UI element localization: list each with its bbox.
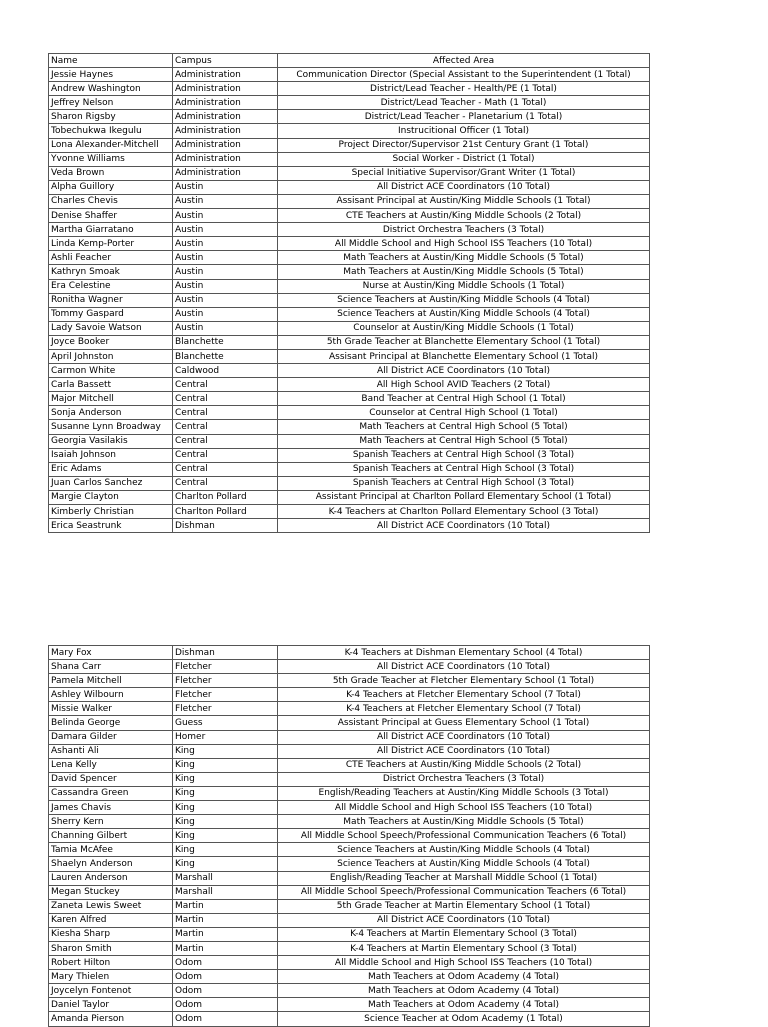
affected-area-cell: All Middle School Speech/Professional Communication Teachers (6 Total) xyxy=(278,885,650,899)
affected-area-cell: District Orchestra Teachers (3 Total) xyxy=(278,223,650,237)
campus-cell: Austin xyxy=(173,209,278,223)
table-row xyxy=(49,96,650,110)
affected-area-cell: Assistant Principal at Guess Elementary School (1 Total) xyxy=(278,716,650,730)
name-cell: Lauren Anderson xyxy=(49,871,173,885)
affected-area-cell: All District ACE Coordinators (10 Total) xyxy=(278,660,650,674)
table-row xyxy=(49,801,650,815)
name-cell: Ashanti Ali xyxy=(49,744,173,758)
affected-area-cell: All District ACE Coordinators (10 Total) xyxy=(278,744,650,758)
campus-cell: Charlton Pollard xyxy=(173,490,278,504)
campus-cell: Central xyxy=(173,448,278,462)
name-cell: Damara Gilder xyxy=(49,730,173,744)
name-cell: Era Celestine xyxy=(49,279,173,293)
table-row xyxy=(49,152,650,166)
table-row xyxy=(49,82,650,96)
campus-cell: Guess xyxy=(173,716,278,730)
table-row xyxy=(49,519,650,533)
campus-cell: Odom xyxy=(173,970,278,984)
name-cell: Sherry Kern xyxy=(49,815,173,829)
table-row xyxy=(49,660,650,674)
name-cell: Carmon White xyxy=(49,364,173,378)
affected-area-cell: Special Initiative Supervisor/Grant Writer (1 Total) xyxy=(278,166,650,180)
table-row xyxy=(49,815,650,829)
name-cell: Martha Giarratano xyxy=(49,223,173,237)
header-row xyxy=(49,54,650,68)
table-row xyxy=(49,998,650,1012)
affected-area-cell: CTE Teachers at Austin/King Middle Schools (2 Total) xyxy=(278,209,650,223)
name-cell: Sonja Anderson xyxy=(49,406,173,420)
name-cell: Sharon Smith xyxy=(49,941,173,955)
campus-cell: Central xyxy=(173,462,278,476)
table-row xyxy=(49,462,650,476)
name-cell: Channing Gilbert xyxy=(49,829,173,843)
affected-area-cell: Spanish Teachers at Central High School (3 Total) xyxy=(278,476,650,490)
campus-cell: Administration xyxy=(173,96,278,110)
table-row xyxy=(49,223,650,237)
name-cell: Tamia McAfee xyxy=(49,843,173,857)
campus-cell: Austin xyxy=(173,279,278,293)
affected-area-cell: All District ACE Coordinators (10 Total) xyxy=(278,913,650,927)
campus-cell: Austin xyxy=(173,237,278,251)
name-cell: Ashley Wilbourn xyxy=(49,688,173,702)
name-cell: David Spencer xyxy=(49,772,173,786)
name-cell: Tobechukwa Ikegulu xyxy=(49,124,173,138)
table-row xyxy=(49,420,650,434)
table-row xyxy=(49,237,650,251)
campus-cell: Odom xyxy=(173,984,278,998)
name-cell: Alpha Guillory xyxy=(49,180,173,194)
affected-area-cell: Math Teachers at Odom Academy (4 Total) xyxy=(278,998,650,1012)
campus-cell: Blanchette xyxy=(173,335,278,349)
table-row xyxy=(49,335,650,349)
table-row xyxy=(49,166,650,180)
campus-cell: Fletcher xyxy=(173,674,278,688)
name-cell: Carla Bassett xyxy=(49,378,173,392)
table-row xyxy=(49,194,650,208)
campus-cell: Fletcher xyxy=(173,702,278,716)
campus-cell: King xyxy=(173,815,278,829)
table-row xyxy=(49,378,650,392)
affected-area-cell: Assisant Principal at Austin/King Middle Schools (1 Total) xyxy=(278,194,650,208)
affected-area-cell: Math Teachers at Central High School (5 Total) xyxy=(278,434,650,448)
affected-area-cell: Counselor at Central High School (1 Total) xyxy=(278,406,650,420)
affected-area-cell: K-4 Teachers at Charlton Pollard Elementary School (3 Total) xyxy=(278,505,650,519)
affected-area-cell: K-4 Teachers at Fletcher Elementary School (7 Total) xyxy=(278,688,650,702)
table-row xyxy=(49,490,650,504)
header-affected-area: Affected Area xyxy=(278,54,650,68)
name-cell: Jessie Haynes xyxy=(49,68,173,82)
affected-area-cell: Math Teachers at Austin/King Middle Schools (5 Total) xyxy=(278,265,650,279)
name-cell: Andrew Washington xyxy=(49,82,173,96)
name-cell: Denise Shaffer xyxy=(49,209,173,223)
name-cell: Daniel Taylor xyxy=(49,998,173,1012)
affected-area-cell: 5th Grade Teacher at Blanchette Elementary School (1 Total) xyxy=(278,335,650,349)
name-cell: Major Mitchell xyxy=(49,392,173,406)
campus-cell: King xyxy=(173,829,278,843)
name-cell: April Johnston xyxy=(49,349,173,363)
name-cell: Belinda George xyxy=(49,716,173,730)
name-cell: Amanda Pierson xyxy=(49,1012,173,1026)
campus-cell: Austin xyxy=(173,251,278,265)
affected-area-cell: Band Teacher at Central High School (1 Total) xyxy=(278,392,650,406)
affected-area-cell: Spanish Teachers at Central High School (3 Total) xyxy=(278,448,650,462)
affected-area-cell: Spanish Teachers at Central High School (3 Total) xyxy=(278,462,650,476)
name-cell: Margie Clayton xyxy=(49,490,173,504)
campus-cell: Administration xyxy=(173,68,278,82)
affected-staff-table-1 xyxy=(48,53,650,533)
campus-cell: Blanchette xyxy=(173,349,278,363)
name-cell: Missie Walker xyxy=(49,702,173,716)
table-row xyxy=(49,251,650,265)
table-row xyxy=(49,744,650,758)
campus-cell: Fletcher xyxy=(173,688,278,702)
table-row xyxy=(49,307,650,321)
table-row xyxy=(49,885,650,899)
campus-cell: Austin xyxy=(173,321,278,335)
name-cell: Isaiah Johnson xyxy=(49,448,173,462)
header-campus: Campus xyxy=(173,54,278,68)
campus-cell: Fletcher xyxy=(173,660,278,674)
campus-cell: Austin xyxy=(173,293,278,307)
table-row xyxy=(49,476,650,490)
affected-area-cell: All District ACE Coordinators (10 Total) xyxy=(278,180,650,194)
name-cell: Georgia Vasilakis xyxy=(49,434,173,448)
table-row xyxy=(49,941,650,955)
table-row xyxy=(49,956,650,970)
affected-area-cell: Assisant Principal at Blanchette Elementary School (1 Total) xyxy=(278,349,650,363)
campus-cell: Administration xyxy=(173,110,278,124)
campus-cell: Central xyxy=(173,406,278,420)
affected-area-cell: All District ACE Coordinators (10 Total) xyxy=(278,364,650,378)
affected-staff-table-2 xyxy=(48,645,650,1027)
affected-area-cell: All Middle School and High School ISS Teachers (10 Total) xyxy=(278,237,650,251)
table-row xyxy=(49,970,650,984)
campus-cell: Austin xyxy=(173,307,278,321)
campus-cell: King xyxy=(173,843,278,857)
name-cell: Karen Alfred xyxy=(49,913,173,927)
affected-area-cell: Communication Director (Special Assistant to the Superintendent (1 Total) xyxy=(278,68,650,82)
campus-cell: Charlton Pollard xyxy=(173,505,278,519)
table-row xyxy=(49,857,650,871)
affected-area-cell: CTE Teachers at Austin/King Middle Schools (2 Total) xyxy=(278,758,650,772)
affected-area-cell: Math Teachers at Austin/King Middle Schools (5 Total) xyxy=(278,815,650,829)
campus-cell: King xyxy=(173,801,278,815)
table-row xyxy=(49,68,650,82)
campus-cell: Administration xyxy=(173,138,278,152)
table-row xyxy=(49,829,650,843)
name-cell: James Chavis xyxy=(49,801,173,815)
table-row xyxy=(49,364,650,378)
name-cell: Tommy Gaspard xyxy=(49,307,173,321)
name-cell: Veda Brown xyxy=(49,166,173,180)
table-row xyxy=(49,927,650,941)
campus-cell: Dishman xyxy=(173,519,278,533)
affected-area-cell: Counselor at Austin/King Middle Schools (1 Total) xyxy=(278,321,650,335)
campus-cell: Martin xyxy=(173,913,278,927)
affected-area-cell: K-4 Teachers at Fletcher Elementary School (7 Total) xyxy=(278,702,650,716)
campus-cell: King xyxy=(173,772,278,786)
table-1-body xyxy=(49,54,650,533)
affected-area-cell: District/Lead Teacher - Health/PE (1 Total) xyxy=(278,82,650,96)
affected-area-cell: Instrucitional Officer (1 Total) xyxy=(278,124,650,138)
affected-area-cell: All Middle School and High School ISS Teachers (10 Total) xyxy=(278,801,650,815)
campus-cell: Central xyxy=(173,378,278,392)
campus-cell: Central xyxy=(173,420,278,434)
name-cell: Lena Kelly xyxy=(49,758,173,772)
table-row xyxy=(49,688,650,702)
name-cell: Robert Hilton xyxy=(49,956,173,970)
table-row xyxy=(49,646,650,660)
table-row xyxy=(49,984,650,998)
table-row xyxy=(49,758,650,772)
campus-cell: King xyxy=(173,744,278,758)
affected-area-cell: Science Teacher at Odom Academy (1 Total) xyxy=(278,1012,650,1026)
affected-area-cell: Math Teachers at Odom Academy (4 Total) xyxy=(278,970,650,984)
campus-cell: King xyxy=(173,857,278,871)
name-cell: Kathryn Smoak xyxy=(49,265,173,279)
name-cell: Jeffrey Nelson xyxy=(49,96,173,110)
table-row xyxy=(49,702,650,716)
table-row xyxy=(49,349,650,363)
table-row xyxy=(49,124,650,138)
table-row xyxy=(49,110,650,124)
name-cell: Lady Savoie Watson xyxy=(49,321,173,335)
campus-cell: Odom xyxy=(173,956,278,970)
campus-cell: Administration xyxy=(173,124,278,138)
campus-cell: Central xyxy=(173,434,278,448)
affected-area-cell: K-4 Teachers at Martin Elementary School (3 Total) xyxy=(278,927,650,941)
name-cell: Lona Alexander-Mitchell xyxy=(49,138,173,152)
table-row xyxy=(49,279,650,293)
affected-area-cell: Social Worker - District (1 Total) xyxy=(278,152,650,166)
table-row xyxy=(49,321,650,335)
table-row xyxy=(49,138,650,152)
campus-cell: Central xyxy=(173,476,278,490)
header-name: Name xyxy=(49,54,173,68)
table-row xyxy=(49,871,650,885)
name-cell: Joyce Booker xyxy=(49,335,173,349)
campus-cell: Austin xyxy=(173,180,278,194)
table-row xyxy=(49,913,650,927)
name-cell: Ronitha Wagner xyxy=(49,293,173,307)
name-cell: Mary Fox xyxy=(49,646,173,660)
name-cell: Susanne Lynn Broadway xyxy=(49,420,173,434)
table-row xyxy=(49,265,650,279)
affected-area-cell: All Middle School and High School ISS Teachers (10 Total) xyxy=(278,956,650,970)
name-cell: Yvonne Williams xyxy=(49,152,173,166)
table-row xyxy=(49,899,650,913)
affected-area-cell: District/Lead Teacher - Math (1 Total) xyxy=(278,96,650,110)
affected-area-cell: All High School AVID Teachers (2 Total) xyxy=(278,378,650,392)
affected-area-cell: 5th Grade Teacher at Fletcher Elementary School (1 Total) xyxy=(278,674,650,688)
table-row xyxy=(49,392,650,406)
name-cell: Ashli Feacher xyxy=(49,251,173,265)
campus-cell: King xyxy=(173,758,278,772)
table-row xyxy=(49,674,650,688)
table-2-body xyxy=(49,646,650,1027)
name-cell: Linda Kemp-Porter xyxy=(49,237,173,251)
name-cell: Eric Adams xyxy=(49,462,173,476)
affected-area-cell: Math Teachers at Austin/King Middle Schools (5 Total) xyxy=(278,251,650,265)
campus-cell: Martin xyxy=(173,899,278,913)
affected-area-cell: Science Teachers at Austin/King Middle Schools (4 Total) xyxy=(278,857,650,871)
affected-area-cell: All District ACE Coordinators (10 Total) xyxy=(278,730,650,744)
table-row xyxy=(49,730,650,744)
name-cell: Kimberly Christian xyxy=(49,505,173,519)
table-row xyxy=(49,434,650,448)
campus-cell: Marshall xyxy=(173,885,278,899)
name-cell: Joycelyn Fontenot xyxy=(49,984,173,998)
campus-cell: Martin xyxy=(173,927,278,941)
affected-area-cell: Science Teachers at Austin/King Middle Schools (4 Total) xyxy=(278,293,650,307)
table-row xyxy=(49,843,650,857)
campus-cell: Central xyxy=(173,392,278,406)
affected-area-cell: K-4 Teachers at Dishman Elementary School (4 Total) xyxy=(278,646,650,660)
table-row xyxy=(49,180,650,194)
campus-cell: Odom xyxy=(173,998,278,1012)
affected-area-cell: English/Reading Teacher at Marshall Middle School (1 Total) xyxy=(278,871,650,885)
campus-cell: Homer xyxy=(173,730,278,744)
campus-cell: Administration xyxy=(173,166,278,180)
table-row xyxy=(49,505,650,519)
campus-cell: King xyxy=(173,786,278,800)
name-cell: Charles Chevis xyxy=(49,194,173,208)
affected-area-cell: Math Teachers at Odom Academy (4 Total) xyxy=(278,984,650,998)
table-row xyxy=(49,406,650,420)
name-cell: Shana Carr xyxy=(49,660,173,674)
campus-cell: Administration xyxy=(173,82,278,96)
table-row xyxy=(49,786,650,800)
campus-cell: Caldwood xyxy=(173,364,278,378)
name-cell: Pamela Mitchell xyxy=(49,674,173,688)
campus-cell: Dishman xyxy=(173,646,278,660)
table-row xyxy=(49,448,650,462)
affected-area-cell: District Orchestra Teachers (3 Total) xyxy=(278,772,650,786)
name-cell: Shaelyn Anderson xyxy=(49,857,173,871)
campus-cell: Administration xyxy=(173,152,278,166)
campus-cell: Marshall xyxy=(173,871,278,885)
affected-area-cell: K-4 Teachers at Martin Elementary School (3 Total) xyxy=(278,941,650,955)
campus-cell: Austin xyxy=(173,223,278,237)
name-cell: Mary Thielen xyxy=(49,970,173,984)
name-cell: Juan Carlos Sanchez xyxy=(49,476,173,490)
campus-cell: Martin xyxy=(173,941,278,955)
name-cell: Megan Stuckey xyxy=(49,885,173,899)
affected-area-cell: Project Director/Supervisor 21st Century Grant (1 Total) xyxy=(278,138,650,152)
affected-area-cell: Science Teachers at Austin/King Middle Schools (4 Total) xyxy=(278,843,650,857)
affected-area-cell: 5th Grade Teacher at Martin Elementary School (1 Total) xyxy=(278,899,650,913)
affected-area-cell: Assistant Principal at Charlton Pollard Elementary School (1 Total) xyxy=(278,490,650,504)
affected-area-cell: Science Teachers at Austin/King Middle Schools (4 Total) xyxy=(278,307,650,321)
name-cell: Kiesha Sharp xyxy=(49,927,173,941)
affected-area-cell: District/Lead Teacher - Planetarium (1 Total) xyxy=(278,110,650,124)
name-cell: Erica Seastrunk xyxy=(49,519,173,533)
name-cell: Zaneta Lewis Sweet xyxy=(49,899,173,913)
name-cell: Cassandra Green xyxy=(49,786,173,800)
table-row xyxy=(49,293,650,307)
campus-cell: Austin xyxy=(173,194,278,208)
affected-area-cell: English/Reading Teachers at Austin/King Middle Schools (3 Total) xyxy=(278,786,650,800)
campus-cell: Austin xyxy=(173,265,278,279)
campus-cell: Odom xyxy=(173,1012,278,1026)
affected-area-cell: All District ACE Coordinators (10 Total) xyxy=(278,519,650,533)
table-row xyxy=(49,716,650,730)
affected-area-cell: Math Teachers at Central High School (5 Total) xyxy=(278,420,650,434)
affected-area-cell: All Middle School Speech/Professional Communication Teachers (6 Total) xyxy=(278,829,650,843)
name-cell: Sharon Rigsby xyxy=(49,110,173,124)
table-row xyxy=(49,772,650,786)
affected-area-cell: Nurse at Austin/King Middle Schools (1 Total) xyxy=(278,279,650,293)
table-row xyxy=(49,209,650,223)
